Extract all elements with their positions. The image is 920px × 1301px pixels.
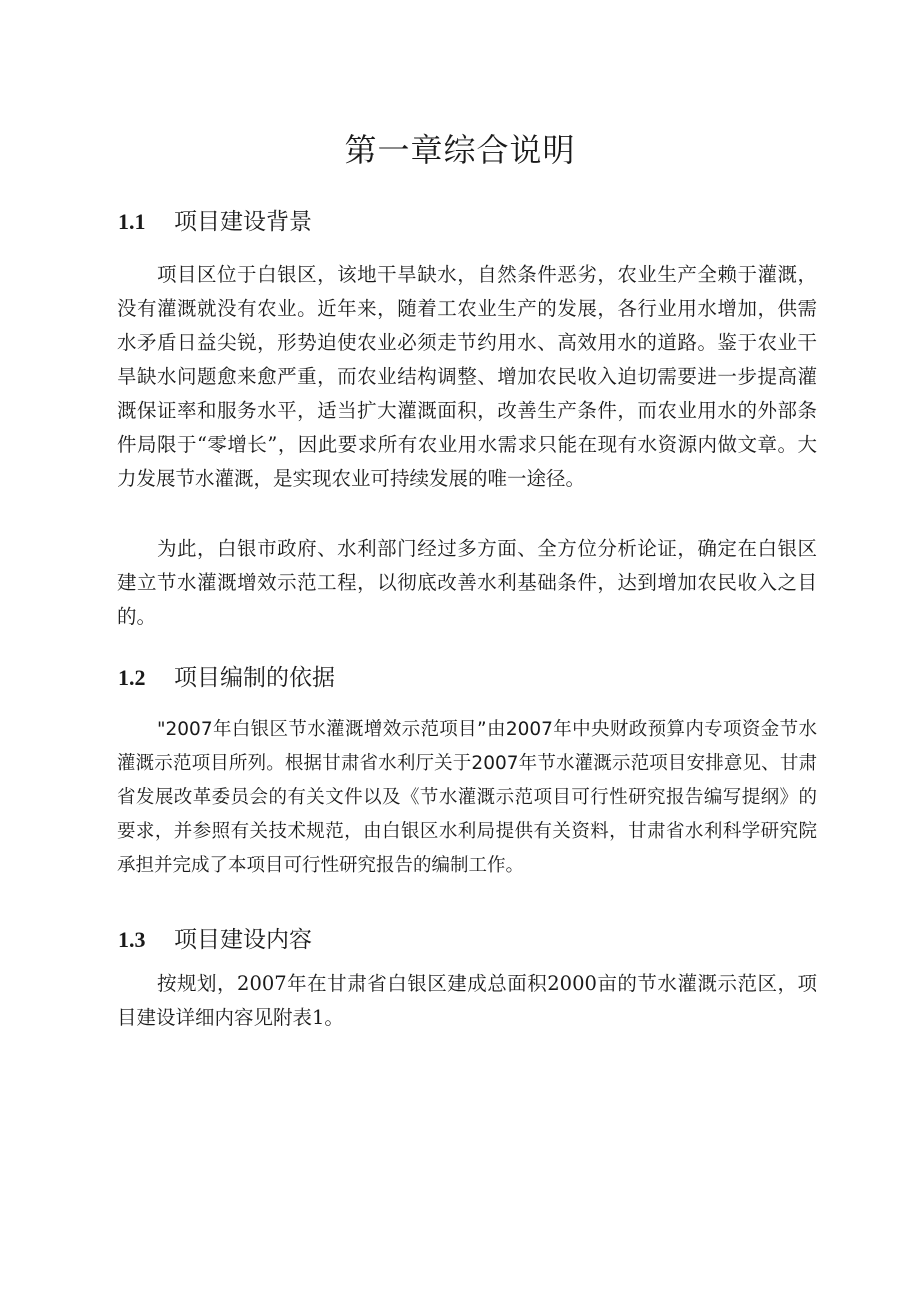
section-title: 项目建设内容	[174, 927, 312, 953]
paragraph-content: 按规划，2007年在甘肃省白银区建成总面积2000亩的节水灌溉示范区，项目建设详细内容见附表1。	[117, 972, 817, 1029]
paragraph-basis: "2007年白银区节水灌溉增效示范项目”由2007年中央财政预算内专项资金节水灌溉示范项目所列。根据甘肃省水利厅关于2007年节水灌溉示范项目安排意见、甘肃省发展改革委员会的有关文件以及《节水灌溉示范项目可行性研究报告编写提纲》的要求，并参照有关技术规范，由白银区水利局提供有关资料，甘肃省水利科学研究院承担并完成了本项目可行性研究报告的编制工作。	[117, 719, 817, 876]
section-heading-1-3	[118, 924, 312, 956]
section-number: 1.1	[118, 209, 146, 234]
chapter-title: 第一章综合说明	[344, 131, 576, 169]
section-heading-1-1	[118, 206, 312, 238]
paragraph-background-1: 项目区位于白银区，该地干旱缺水，自然条件恶劣，农业生产全赖于灌溉，没有灌溉就没有农业。近年来，随着工农业生产的发展，各行业用水增加，供需水矛盾日益尖锐，形势迫使农业必须走节约用水、高效用水的道路。鉴于农业干旱缺水问题愈来愈严重，而农业结构调整、增加农民收入迫切需要进一步提高灌溉保证率和服务水平，适当扩大灌溉面积，改善生产条件，而农业用水的外部条件局限于“零增长”，因此要求所有农业用水需求只能在现有水资源内做文章。大力发展节水灌溉，是实现农业可持续发展的唯一途径。	[117, 263, 817, 490]
section-heading-1-2	[118, 662, 335, 694]
section-title: 项目编制的依据	[174, 665, 335, 691]
section-number: 1.3	[118, 927, 146, 952]
section-number: 1.2	[118, 665, 146, 690]
section-title: 项目建设背景	[174, 209, 312, 235]
paragraph-background-2: 为此，白银市政府、水利部门经过多方面、全方位分析论证，确定在白银区建立节水灌溉增效示范工程，以彻底改善水利基础条件，达到增加农民收入之目的。	[117, 537, 817, 628]
